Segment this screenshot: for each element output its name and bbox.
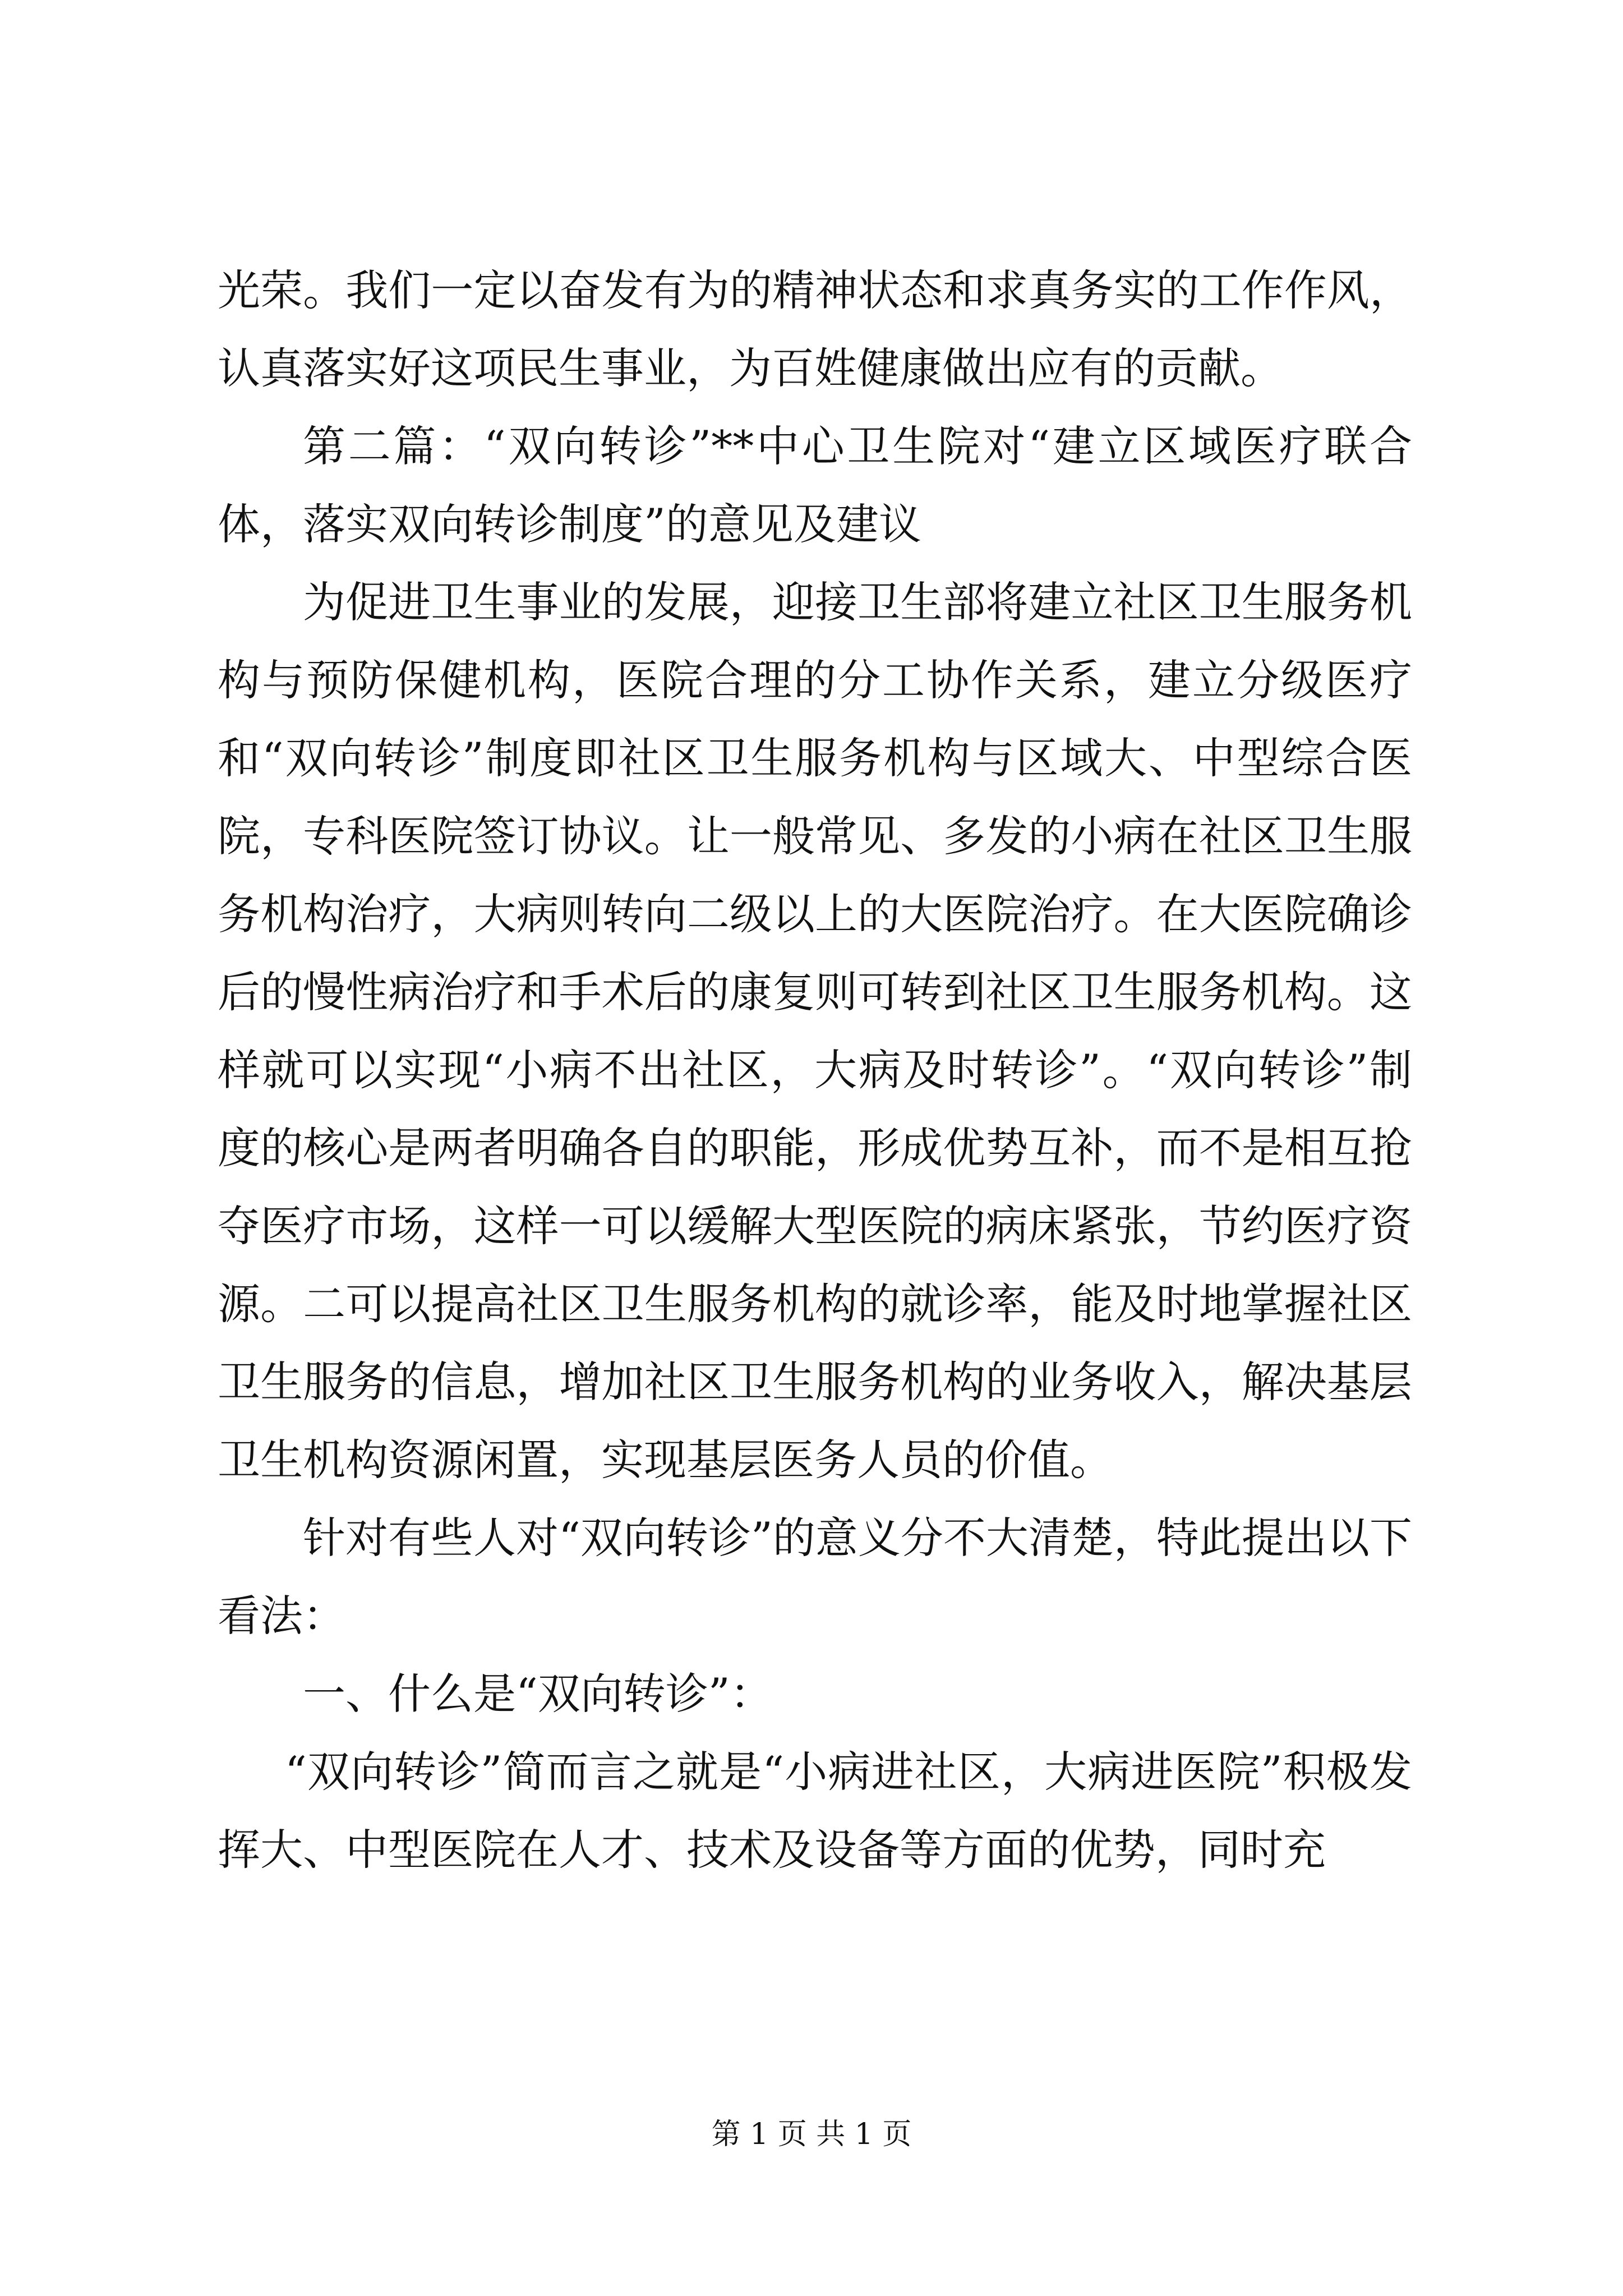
paragraph-purpose: 针对有些人对“双向转诊”的意义分不大清楚，特此提出以下看法： <box>218 1513 1412 1641</box>
paragraph-continuation: 光荣。我们一定以奋发有为的精神状态和求真务实的工作作风，认真落实好这项民生事业，为百姓健康做出应有的贡献。 <box>218 265 1412 393</box>
paragraph-introduction: 为促进卫生事业的发展，迎接卫生部将建立社区卫生服务机构与预防保健机构，医院合理的分工协作关系，建立分级医疗和“双向转诊”制度即社区卫生服务机构与区域大、中型综合医院，专科医院签订协议。让一般常见、多发的小病在社区卫生服务机构治疗，大病则转向二级以上的大医院治疗。在大医院确诊后的慢性病治疗和手术后的康复则可转到社区卫生服务机构。这样就可以实现“小病不出社区，大病及时转诊”。“双向转诊”制度的核心是两者明确各自的职能，形成优势互补，而不是相互抢夺医疗市场，这样一可以缓解大型医院的病床紧张，节约医疗资源。二可以提高社区卫生服务机构的就诊率，能及时地掌握社区卫生服务的信息，增加社区卫生服务机构的业务收入，解决基层卫生机构资源闲置，实现基层医务人员的价值。 <box>218 577 1412 1485</box>
subheading-what-is-referral: 一、什么是“双向转诊”： <box>303 1669 773 1719</box>
page-footer: 第 1 页 共 1 页 <box>711 2118 912 2151</box>
section-heading-second-article: 第二篇：“双向转诊”**中心卫生院对“建立区域医疗联合体，落实双向转诊制度”的意见及建议 <box>218 421 1412 549</box>
document-body <box>218 251 1412 1889</box>
paragraph-definition: “双向转诊”简而言之就是“小病进社区，大病进医院”积极发挥大、中型医院在人才、技术及设备等方面的优势，同时充 <box>218 1747 1412 1875</box>
